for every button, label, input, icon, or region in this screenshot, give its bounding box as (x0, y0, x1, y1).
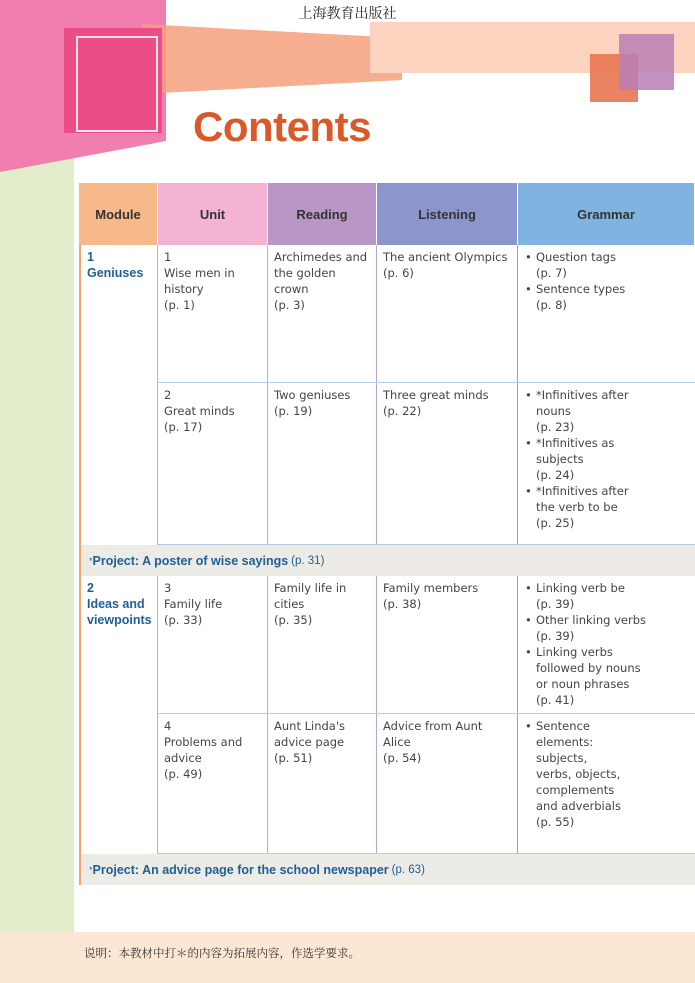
listening-line: (p. 54) (383, 751, 422, 765)
footnote: 说明：本教材中打＊的内容为拓展内容，作选学要求。 (84, 946, 360, 960)
decor-orange-band (142, 24, 402, 94)
left-green-band (0, 150, 74, 983)
grammar-list (524, 249, 689, 313)
grammar-line: verbs, objects, (536, 767, 621, 781)
project-star: * (89, 864, 93, 875)
grammar-line: • *Infinitives after (536, 484, 629, 498)
module-name-line: Ideas and (87, 597, 145, 611)
listening-line: Family members (383, 581, 479, 595)
grammar-line: (p. 39) (536, 629, 575, 643)
grammar-line: complements (536, 783, 615, 797)
unit-page: (p. 49) (164, 767, 203, 781)
grammar-line: (p. 41) (536, 693, 575, 707)
publisher-name: 上海教育出版社 (298, 6, 397, 22)
reading-line: cities (274, 597, 305, 611)
grammar-line: subjects (536, 452, 584, 466)
project-row[interactable] (79, 545, 695, 576)
listening-cell[interactable] (377, 245, 518, 382)
unit-title-line: Family life (164, 597, 223, 611)
header-listening: Listening (377, 183, 518, 245)
reading-cell[interactable] (268, 576, 377, 713)
grammar-line: (p. 39) (536, 597, 575, 611)
unit-number: 3 (164, 581, 172, 595)
reading-cell[interactable] (268, 245, 377, 382)
grammar-cell[interactable] (518, 576, 695, 713)
page-title: Contents (193, 103, 371, 150)
grammar-item (524, 249, 689, 281)
project-label: Project: A poster of wise sayings (92, 553, 289, 568)
listening-cell[interactable] (377, 714, 518, 853)
module-cell (79, 245, 158, 545)
reading-cell[interactable] (268, 383, 377, 544)
listening-line: The ancient Olympics (383, 250, 508, 264)
grammar-item (524, 718, 689, 830)
listening-line: (p. 38) (383, 597, 422, 611)
reading-line: (p. 3) (274, 298, 305, 312)
grammar-line: nouns (536, 404, 571, 418)
grammar-line: elements: (536, 735, 594, 749)
grammar-cell[interactable] (518, 245, 695, 382)
grammar-line: and adverbials (536, 799, 621, 813)
grammar-item (524, 387, 689, 435)
unit-title-line: history (164, 282, 204, 296)
project-star: * (89, 555, 93, 566)
reading-line: Aunt Linda's (274, 719, 345, 733)
grammar-item (524, 644, 689, 708)
module-units (158, 245, 695, 545)
project-page: (p. 63) (391, 863, 425, 876)
grammar-line: (p. 23) (536, 420, 575, 434)
header-reading: Reading (268, 183, 377, 245)
reading-line: Two geniuses (274, 388, 351, 402)
module-block (79, 576, 695, 854)
unit-row (158, 245, 695, 383)
grammar-line: • Other linking verbs (536, 613, 646, 627)
grammar-line: • *Infinitives after (536, 388, 629, 402)
reading-line: Family life in (274, 581, 347, 595)
grammar-item (524, 580, 689, 612)
grammar-line: • Linking verb be (536, 581, 625, 595)
unit-title-line: Wise men in (164, 266, 235, 280)
listening-cell[interactable] (377, 383, 518, 544)
reading-line: (p. 35) (274, 613, 313, 627)
grammar-list (524, 387, 689, 531)
reading-cell[interactable] (268, 714, 377, 853)
unit-title-line: advice (164, 751, 202, 765)
unit-page: (p. 1) (164, 298, 195, 312)
grammar-line: (p. 7) (536, 266, 567, 280)
unit-title-line: Great minds (164, 404, 235, 418)
header-unit: Unit (158, 183, 268, 245)
module-name-line: Geniuses (87, 266, 144, 280)
listening-line: (p. 22) (383, 404, 422, 418)
unit-cell[interactable] (158, 245, 268, 382)
unit-cell[interactable] (158, 714, 268, 853)
listening-line: (p. 6) (383, 266, 414, 280)
grammar-line: • Sentence (536, 719, 590, 733)
header-module: Module (79, 183, 158, 245)
unit-cell[interactable] (158, 576, 268, 713)
unit-row (158, 383, 695, 545)
module-number: 1 (87, 250, 94, 264)
listening-cell[interactable] (377, 576, 518, 713)
module-block (79, 245, 695, 545)
header-grammar: Grammar (518, 183, 695, 245)
unit-number: 1 (164, 250, 172, 264)
decor-purple-square (619, 34, 674, 90)
table-header (79, 183, 695, 245)
grammar-line: (p. 8) (536, 298, 567, 312)
grammar-line: • Sentence types (536, 282, 626, 296)
project-row[interactable] (79, 854, 695, 885)
module-name-line: viewpoints (87, 613, 152, 627)
unit-row (158, 714, 695, 854)
reading-line: Archimedes and (274, 250, 368, 264)
unit-page: (p. 33) (164, 613, 203, 627)
grammar-line: subjects, (536, 751, 588, 765)
grammar-list (524, 580, 689, 708)
unit-row (158, 576, 695, 714)
unit-number: 2 (164, 388, 172, 402)
unit-cell[interactable] (158, 383, 268, 544)
grammar-line: • Question tags (536, 250, 616, 264)
unit-number: 4 (164, 719, 172, 733)
grammar-line: followed by nouns (536, 661, 641, 675)
reading-line: (p. 19) (274, 404, 313, 418)
grammar-line: (p. 25) (536, 516, 575, 530)
reading-line: advice page (274, 735, 345, 749)
reading-line: (p. 51) (274, 751, 313, 765)
grammar-item (524, 435, 689, 483)
listening-line: Three great minds (383, 388, 489, 402)
module-cell (79, 576, 158, 854)
grammar-item (524, 612, 689, 644)
grammar-line: (p. 24) (536, 468, 575, 482)
unit-page: (p. 17) (164, 420, 203, 434)
grammar-line: • Linking verbs (536, 645, 613, 659)
grammar-item (524, 483, 689, 531)
decor-frame (76, 36, 158, 132)
grammar-cell[interactable] (518, 714, 695, 853)
grammar-line: (p. 55) (536, 815, 575, 829)
unit-title-line: Problems and (164, 735, 243, 749)
grammar-line: or noun phrases (536, 677, 630, 691)
grammar-line: • *Infinitives as (536, 436, 615, 450)
module-units (158, 576, 695, 854)
grammar-cell[interactable] (518, 383, 695, 544)
grammar-list (524, 718, 689, 830)
project-page: (p. 31) (291, 554, 325, 567)
grammar-line: the verb to be (536, 500, 618, 514)
reading-line: the golden crown (274, 266, 336, 296)
module-number: 2 (87, 581, 94, 595)
grammar-item (524, 281, 689, 313)
project-label: Project: An advice page for the school newspaper (92, 862, 389, 877)
contents-table (79, 183, 695, 885)
listening-line: Advice from Aunt Alice (383, 719, 483, 749)
